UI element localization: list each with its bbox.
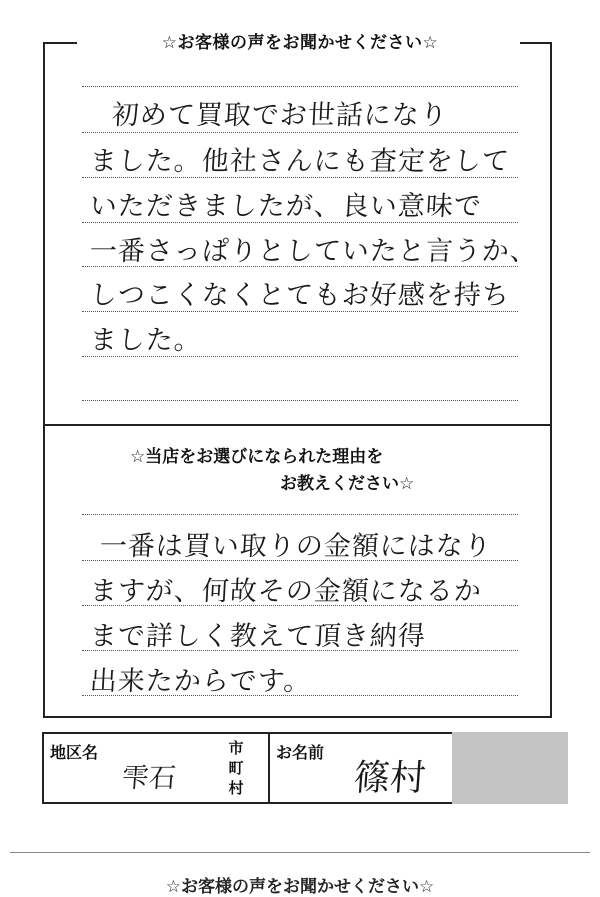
area-label: 地区名 [50,743,99,762]
section-divider [43,424,552,426]
voice-section-title: ☆お客様の声をお聞かせください☆ [80,28,520,53]
writing-line [82,514,518,515]
page-cut-rule [10,852,590,853]
voice-handwritten-line: 初めて買取でお世話になり [111,100,449,131]
name-value: 篠村 [352,758,428,799]
voice-handwritten-line: しつこくなくとてもお好感を持ち [89,280,511,311]
writing-line [82,132,518,133]
next-card-title: ☆お客様の声をお聞かせください☆ [165,877,435,897]
area-value: 雫石 [120,763,177,794]
reason-section-title [100,444,500,498]
redaction-block [452,732,568,804]
reason-handwritten-line: ますが、何故その金額になるか [89,576,483,607]
voice-handwritten-line: ました。他社さんにも査定をして [89,146,511,177]
voice-handwritten-line: ました。 [89,325,203,356]
reason-handwritten-line: 一番は買い取りの金額にはなり [99,531,493,562]
voice-handwritten-line: いただきましたが、良い意味で [89,191,483,222]
reason-title-line1: ☆当店をお選びになられた理由を [130,447,384,467]
reason-handwritten-line: 出来たからです。 [89,666,313,697]
area-unit-village: 村 [228,779,244,797]
writing-line [82,86,518,87]
area-unit-town: 町 [228,759,244,777]
area-unit-city: 市 [228,739,244,757]
voice-handwritten-line: 一番さっぱりとしていたと言うか、 [89,236,539,267]
area-unit-options [224,738,248,798]
writing-line [82,400,518,401]
reason-title-line2: お教えください☆ [280,474,415,494]
name-label: お名前 [276,743,325,762]
info-separator [268,734,270,802]
reason-handwritten-line: まで詳しく教えて頂き納得 [89,621,427,652]
